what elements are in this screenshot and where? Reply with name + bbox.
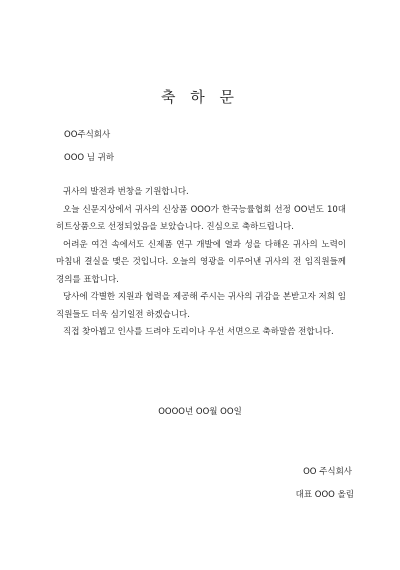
recipient-company: OO주식회사: [64, 130, 111, 140]
paragraph-closing: 직접 찾아뵙고 인사를 드려야 도리이나 우선 서면으로 축하말씀 전합니다.: [63, 327, 334, 337]
sender-company: OO 주식회사: [303, 467, 352, 477]
document-title: 축 하 문: [160, 88, 239, 106]
sender-signature: 대표 OOO 올림: [295, 490, 354, 500]
paragraph-achievement: 어려운 여건 속에서도 신제품 연구 개발에 열과 성을 다해온 귀사의 노력이 마침내 결실을 맺은 것입니다. 오늘의 영광을 이루어낸 귀사의 전 임직원들께 경의를 표합니다.: [56, 239, 346, 285]
letter-body: [56, 184, 346, 342]
recipient-person: OOO 님 귀하: [64, 153, 115, 163]
document-date: OOOO년 OO월 OO일: [158, 407, 242, 417]
paragraph-commitment: 당사에 각별한 지원과 협력을 제공해 주시는 귀사의 귀감을 본받고자 저희 임직원들도 더욱 심기일전 하겠습니다.: [56, 292, 346, 320]
paragraph-news: 오늘 신문지상에서 귀사의 신상품 OOO가 한국능률협회 선정 OO년도 10대 히트상품으로 선정되었음을 보았습니다. 진심으로 축하드립니다.: [56, 204, 346, 232]
paragraph-greeting: 귀사의 발전과 번창을 기원합니다.: [63, 187, 189, 197]
